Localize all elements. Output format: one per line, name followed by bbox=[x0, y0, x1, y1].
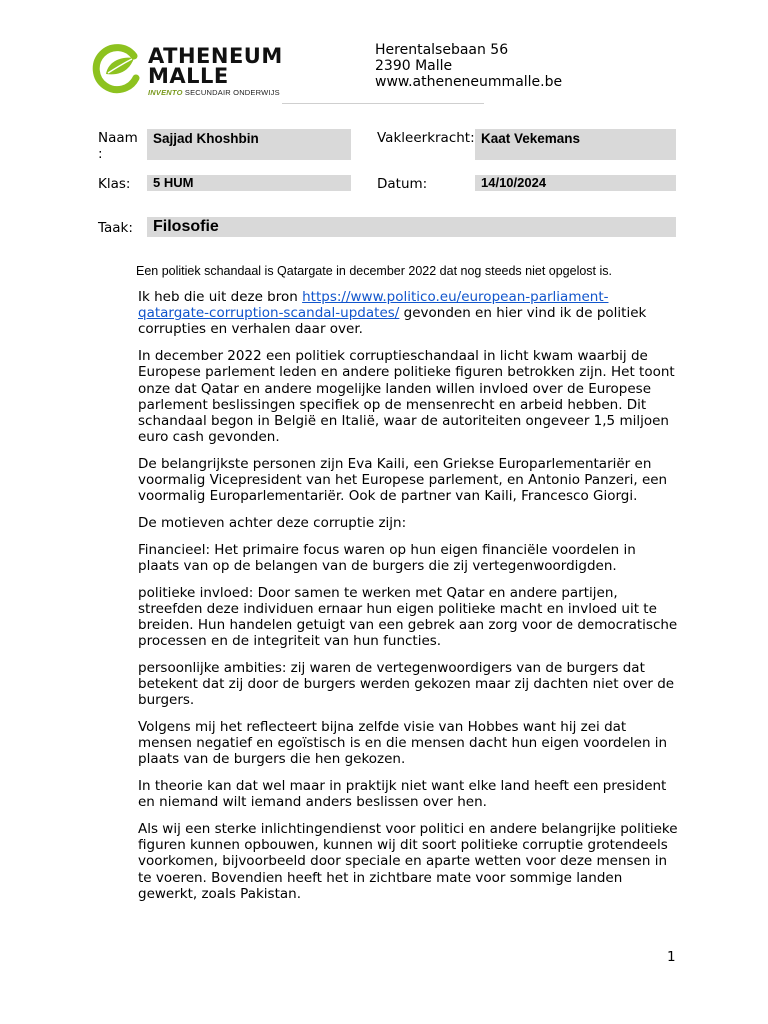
logo-subtitle bbox=[148, 88, 280, 97]
essay-body bbox=[138, 289, 678, 913]
paragraph-personal-ambitions: persoonlijke ambities: zij waren de vertegenwoordigers van de burgers dat betekent dat zij door de burgers werden gekozen maar zij dachten niet over de burgers. bbox=[138, 659, 675, 709]
header-divider bbox=[282, 103, 484, 104]
paragraph-solution: Als wij een sterke inlichtingendienst voor politici en andere belangrijke politieke figuren kunnen opbouwen, kunnen wij dit soort politieke corruptie grotendeels voorkomen, bijvoorbeeld door speciale en aparte wetten voor deze mensen in te voeren. Bovendien heeft het in zichtbare mate voor sommige landen gewerkt, zoals Pakistan. bbox=[138, 820, 678, 902]
school-logo bbox=[90, 42, 290, 100]
logo-name-line1: ATHENEUM bbox=[148, 44, 283, 68]
source-url-line2: qatargate-corruption-scandal-updates/ bbox=[138, 305, 400, 322]
logo-sub-brand: INVENTO bbox=[148, 88, 183, 97]
logo-sub-text: SECUNDAIR ONDERWIJS bbox=[184, 88, 280, 97]
source-text-after: gevonden en hier vind ik de politiek corrupties en verhalen daar over. bbox=[138, 305, 647, 338]
school-address bbox=[375, 42, 562, 90]
address-website: www.atheneneummalle.be bbox=[375, 74, 563, 90]
logo-name-line2: MALLE bbox=[148, 64, 229, 88]
vakleerkracht-field: Kaat Vekemans bbox=[475, 129, 676, 160]
page-number: 1 bbox=[667, 949, 676, 965]
address-city: 2390 Malle bbox=[375, 58, 453, 74]
vakleerkracht-label: Vakleerkracht: bbox=[377, 130, 475, 146]
paragraph-hobbes: Volgens mij het reflecteert bijna zelfde visie van Hobbes want hij zei dat mensen negatief en egoïstisch is en die mensen dacht hun eigen voordelen in plaats van de burgers die hen gekozen. bbox=[138, 718, 668, 768]
source-text-before: Ik heb die uit deze bron bbox=[138, 289, 303, 305]
naam-label: Naam : bbox=[98, 130, 138, 162]
taak-label: Taak: bbox=[98, 220, 133, 236]
datum-label: Datum: bbox=[377, 176, 428, 192]
naam-field: Sajjad Khoshbin bbox=[147, 129, 351, 160]
paragraph-motives-intro: De motieven achter deze corruptie zijn: bbox=[138, 514, 407, 531]
address-street: Herentalsebaan 56 bbox=[375, 42, 509, 58]
source-url-line1: https://www.politico.eu/european-parliament- bbox=[302, 289, 609, 305]
paragraph-scandal: In december 2022 een politiek corruptieschandaal in licht kwam waarbij de Europese parlement leden en andere politieke figuren betrokken zijn. Het toont onze dat Qatar en andere mogelijke landen willen invloed over de Europese parlement beslissingen specifiek op de mensenrecht en arbeid hebben. Dit schandaal begon in België en Italië, waar de autoriteiten ongeveer 1,5 miljoen euro cash gevonden. bbox=[138, 348, 675, 446]
paragraph-political-influence: politieke invloed: Door samen te werken met Qatar en andere partijen, streefden deze individuen ernaar hun eigen politieke macht en invloed uit te breiden. Hun handelen getuigt van een gebrek aan zorg voor de democratische processen en de integriteit van hun functies. bbox=[138, 584, 678, 650]
datum-field: 14/10/2024 bbox=[475, 175, 676, 191]
leaf-circle-icon bbox=[90, 44, 142, 94]
taak-field: Filosofie bbox=[147, 217, 676, 237]
klas-field: 5 HUM bbox=[147, 175, 351, 191]
klas-label: Klas: bbox=[98, 176, 131, 192]
paragraph-persons: De belangrijkste personen zijn Eva Kaili, een Griekse Europarlementariër en voormalig Vicepresident van het Europese parlement, en Antonio Panzeri, een voormalig Europarlementariër. Ook de partner van Kaili, Francesco Giorgi. bbox=[138, 455, 668, 505]
paragraph-financial: Financieel: Het primaire focus waren op hun eigen financiële voordelen in plaats van op de belangen van de burgers die zij vertegenwoordigden. bbox=[138, 541, 636, 574]
intro-sentence: Een politiek schandaal is Qatargate in december 2022 dat nog steeds niet opgelost is. bbox=[136, 264, 613, 278]
paragraph-theory: In theorie kan dat wel maar in praktijk niet want elke land heeft een president en niemand wilt iemand anders beslissen over hen. bbox=[138, 778, 667, 811]
source-paragraph bbox=[138, 289, 678, 338]
